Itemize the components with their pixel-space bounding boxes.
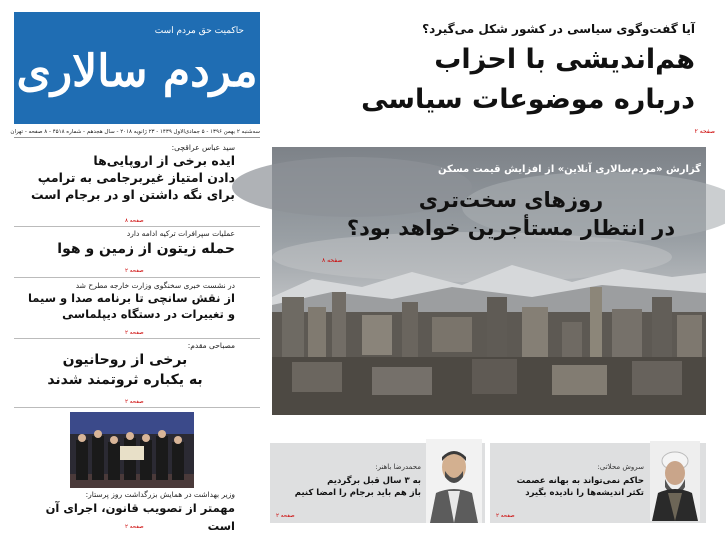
headline-line: به یکباره ثروتمند شدند xyxy=(47,372,203,388)
photo-story-headline[interactable] xyxy=(331,186,691,242)
story-page-ref: صفحه ۲ xyxy=(125,399,144,405)
main-page-ref: صفحه ۲ xyxy=(694,128,715,135)
main-headline[interactable] xyxy=(315,40,695,120)
story-kicker: عملیات سپرافرات ترکیه ادامه دارد xyxy=(126,229,235,238)
quote-line: به ۳ سال قبل برگردیم xyxy=(327,476,421,486)
quote-line: حاکم نمی‌تواند به بهانه عصمت xyxy=(516,476,644,486)
quote-left-text xyxy=(273,475,421,499)
quote-box-right[interactable] xyxy=(490,443,706,523)
masthead-slogan: حاکمیت حق مردم است xyxy=(154,26,244,36)
masthead xyxy=(14,12,260,124)
story-olive-branch[interactable] xyxy=(15,229,235,260)
headline-line: و تغییرات در دستگاه دیپلماسی xyxy=(62,307,235,321)
quote-right-name: سروش محلاتی: xyxy=(597,463,644,471)
photo-headline-line: در انتظار مستأجرین خواهد بود؟ xyxy=(346,216,676,240)
story-kicker: مصباحی مقدم: xyxy=(187,341,235,350)
quote-right-text xyxy=(494,475,644,499)
story-headline xyxy=(25,350,225,390)
story-clerics[interactable] xyxy=(15,341,235,390)
quote-left-page-ref: صفحه ۲ xyxy=(276,513,295,519)
story-page-ref: صفحه ۲ xyxy=(125,268,144,274)
quote-box-left[interactable] xyxy=(270,443,485,523)
headline-line: برای نگه داشتن او در برجام است xyxy=(30,187,235,202)
quote-left-name: محمدرضا باهنر: xyxy=(375,463,421,471)
headline-line: ایده برخی از اروپایی‌ها xyxy=(93,153,235,168)
story-kicker: سید عباس عراقچی: xyxy=(171,143,235,152)
newspaper-logo: مردم سالاری xyxy=(16,46,258,97)
story-kicker: وزیر بهداشت در همایش بزرگداشت روز پرستار: xyxy=(85,490,235,499)
headline-line: برخی از روحانیون xyxy=(62,352,188,368)
headline-line: حمله زیتون از زمین و هوا xyxy=(57,241,235,257)
column-divider xyxy=(14,226,260,227)
story-page-ref: صفحه ۲ xyxy=(125,330,144,336)
photo-story-kicker: گزارش «مردم‌سالاری آنلاین» از افزایش قیمت مسکن xyxy=(438,164,701,175)
story-headline xyxy=(15,152,235,203)
column-divider xyxy=(14,277,260,278)
main-supertitle: آیا گفت‌وگوی سیاسی در کشور شکل می‌گیرد؟ xyxy=(422,22,695,36)
main-headline-line: هم‌اندیشی با احزاب xyxy=(434,44,695,75)
story-headline xyxy=(15,238,235,260)
quote-line: باز هم باید برجام را امضا کنیم xyxy=(294,488,421,498)
column-divider xyxy=(14,407,260,408)
quote-right-page-ref: صفحه ۲ xyxy=(496,513,515,519)
politician-portrait xyxy=(426,439,482,523)
headline-line: مهمتر از تصویب قانون، اجرای آن است xyxy=(45,501,235,533)
conference-photo[interactable] xyxy=(70,412,194,488)
headline-line: دادن امتیاز غیربرجامی به ترامپ xyxy=(37,170,235,185)
cleric-portrait xyxy=(650,441,700,521)
story-foreign-ministry[interactable] xyxy=(15,281,235,322)
story-headline xyxy=(15,290,235,322)
dateline: سه‌شنبه ۲ بهمن ۱۳۹۶ - ۵ جمادی‌الاول ۱۴۳۹ - ۲۳ ژانویه ۲۰۱۸ - سال هجدهم - شماره ۴۵۱۸ - ۸ صفحه - تهران xyxy=(14,126,260,138)
story-page-ref: صفحه ۸ xyxy=(125,218,144,224)
main-headline-line: درباره موضوعات سیاسی xyxy=(361,84,695,115)
headline-line: از نقش سانچی تا برنامه صدا و سیما xyxy=(27,291,235,305)
photo-page-ref: صفحه ۸ xyxy=(322,257,343,264)
column-divider xyxy=(14,338,260,339)
story-page-ref: صفحه ۲ xyxy=(125,524,144,530)
quote-line: تکثر اندیشه‌ها را نادیده بگیرد xyxy=(525,488,644,498)
story-kicker: در نشست خبری سخنگوی وزارت خارجه مطرح شد xyxy=(75,281,235,290)
photo-headline-line: روزهای سخت‌تری xyxy=(418,188,604,212)
story-araghchi[interactable] xyxy=(15,143,235,203)
